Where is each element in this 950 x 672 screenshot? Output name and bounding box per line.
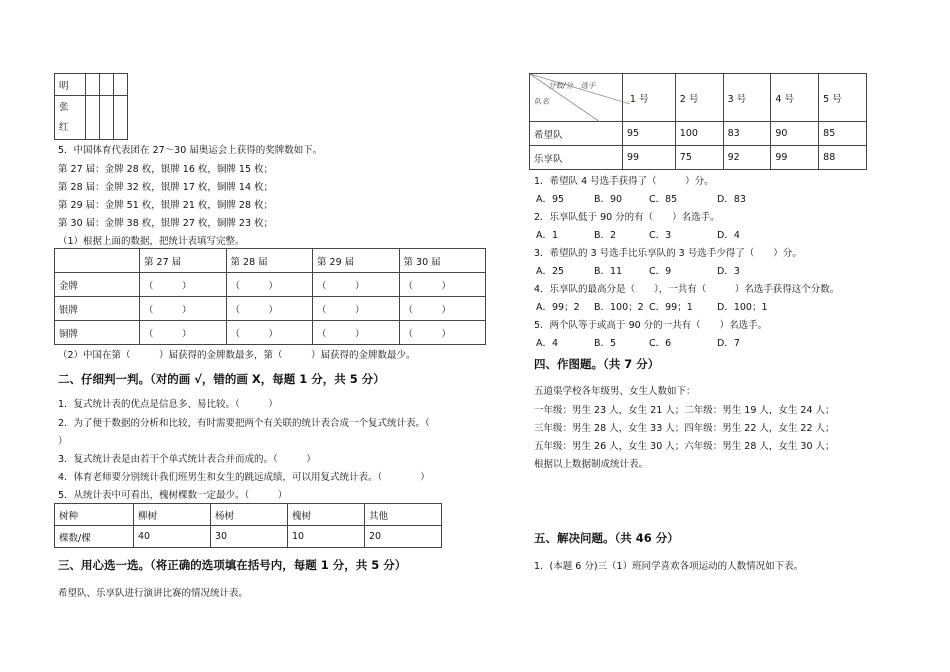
score-cell: 75 (675, 146, 723, 170)
medal-table (54, 248, 486, 345)
section-4-instruction: 根据以上数据制成统计表。 (534, 459, 649, 470)
score-cell: 88 (819, 146, 867, 170)
tree-cell: 40 (134, 526, 211, 548)
medal-line-29: 第 29 届：金牌 51 枚，银牌 21 枚，铜牌 28 枚； (58, 200, 274, 211)
score-cell: 95 (623, 122, 676, 146)
score-table-corner (530, 74, 623, 122)
player-header: 5 号 (819, 74, 867, 122)
option[interactable]: D．7 (717, 338, 740, 349)
section-5-title: 五、解决问题。（共 46 分） (534, 531, 679, 545)
option[interactable]: D．100；1 (717, 302, 768, 313)
judge-item-2: 2．为了便于数据的分析和比较，有时需要把两个有关联的统计表合成一个复式统计表。（ (58, 418, 430, 429)
tree-cell: 10 (288, 526, 365, 548)
score-cell: 99 (771, 146, 819, 170)
tree-cell: 棵数/棵 (55, 526, 134, 548)
corner-bottom-label: 队名 (534, 97, 549, 106)
tree-header: 树种 (55, 504, 134, 526)
q5-intro: 5．中国体育代表团在 27～30 届奥运会上获得的奖牌数如下。 (58, 145, 323, 156)
option[interactable]: C．3 (649, 230, 672, 241)
blank-cell[interactable]: （ ） (313, 273, 400, 297)
option[interactable]: A．25 (536, 266, 565, 277)
judge-item-2-cont: ） (58, 436, 68, 447)
medal-line-27: 第 27 届：金牌 28 枚，银牌 16 枚，铜牌 15 枚； (58, 164, 274, 175)
medal-row-label: 金牌 (55, 273, 140, 297)
section-4-title: 四、作图题。（共 7 分） (534, 357, 660, 371)
choice-q5: 5．两个队等于或高于 90 分的一共有（ ）名选手。 (534, 320, 768, 331)
section-2-title: 二、仔细判一判。（对的画 √，错的画 X，每题 1 分，共 5 分） (58, 372, 385, 386)
player-header: 4 号 (771, 74, 819, 122)
player-header: .1 号 (623, 74, 676, 122)
grade-line-2: 三年级：男生 28 人，女生 33 人；四年级：男生 22 人，女生 22 人； (534, 423, 835, 434)
score-cell: 83 (723, 122, 771, 146)
tree-header: 杨树 (211, 504, 288, 526)
name-cell-ming: 明 (55, 74, 86, 96)
tree-cell: 20 (365, 526, 442, 548)
option[interactable]: B．2 (594, 230, 617, 241)
option[interactable]: A．1 (536, 230, 559, 241)
medal-header-29: 第 29 届 (313, 249, 400, 273)
blank-cell[interactable]: （ ） (140, 321, 227, 345)
option[interactable]: D．3 (717, 266, 740, 277)
blank-cell[interactable]: （ ） (140, 273, 227, 297)
name-cell-zhanghong: 张 红 (55, 96, 86, 140)
team-name: 乐享队 (530, 146, 623, 170)
player-header: 3 号 (723, 74, 771, 122)
option[interactable]: B．90 (594, 194, 623, 205)
judge-item-3: 3．复式统计表是由若干个单式统计表合并而成的。（ ） (58, 454, 316, 465)
blank-cell[interactable]: （ ） (313, 321, 400, 345)
q5-part1: （1）根据上面的数据，把统计表填写完整。 (58, 236, 245, 247)
q5-part2: （2）中国在第（ ）届获得的金牌数最多，第（ ）届获得的金牌数最少。 (58, 350, 416, 361)
option[interactable]: C．99；1 (649, 302, 693, 313)
medal-header-empty (55, 249, 140, 273)
blank-cell[interactable]: （ ） (399, 297, 486, 321)
blank-cell[interactable]: （ ） (140, 297, 227, 321)
option[interactable]: A．4 (536, 338, 559, 349)
section-4-intro: 五道渠学校各年级男、女生人数如下： (534, 386, 696, 397)
name-table (54, 73, 128, 140)
option[interactable]: B．100；2 (594, 302, 644, 313)
blank-cell[interactable]: （ ） (313, 297, 400, 321)
option[interactable]: B．11 (594, 266, 623, 277)
option[interactable]: D．83 (717, 194, 746, 205)
blank-cell[interactable]: （ ） (399, 273, 486, 297)
grade-line-3: 五年级：男生 26 人，女生 30 人；六年级：男生 28 人，女生 30 人； (534, 441, 835, 452)
medal-header-30: 第 30 届 (399, 249, 486, 273)
player-header: 2 号 (675, 74, 723, 122)
score-cell: 100 (675, 122, 723, 146)
blank-cell[interactable]: （ ） (226, 321, 313, 345)
option[interactable]: D．4 (717, 230, 740, 241)
section-3-intro: 希望队、乐享队进行演讲比赛的情况统计表。 (58, 588, 249, 599)
section-5-q1: 1．(本题 6 分)三（1）班同学喜欢各项运动的人数情况如下表。 (534, 561, 804, 572)
team-name: 希望队 (530, 122, 623, 146)
score-cell: 92 (723, 146, 771, 170)
score-cell: 99 (623, 146, 676, 170)
option[interactable]: A．95 (536, 194, 565, 205)
judge-item-4: 4．体育老师要分别统计我们班男生和女生的跳远成绩，可以用复式统计表。（ ） (58, 472, 430, 483)
medal-line-30: 第 30 届：金牌 38 枚，银牌 27 枚，铜牌 23 枚； (58, 218, 274, 229)
tree-header: 柳树 (134, 504, 211, 526)
choice-q4: 4．乐享队的最高分是（ ），一共有（ ）名选手获得这个分数。 (534, 284, 840, 295)
tree-table (54, 503, 442, 548)
option[interactable]: C．85 (649, 194, 678, 205)
option[interactable]: C．6 (649, 338, 672, 349)
blank-cell[interactable]: （ ） (226, 297, 313, 321)
medal-line-28: 第 28 届：金牌 32 枚，银牌 17 枚，铜牌 14 枚； (58, 182, 274, 193)
choice-q2: 2．乐享队低于 90 分的有（ ）名选手。 (534, 212, 720, 223)
tree-header: 其他 (365, 504, 442, 526)
blank-cell[interactable]: （ ） (226, 273, 313, 297)
corner-top-label: 分数/分 选手 (548, 81, 596, 90)
score-cell: 85 (819, 122, 867, 146)
option[interactable]: B．5 (594, 338, 617, 349)
blank-cell[interactable]: （ ） (399, 321, 486, 345)
medal-row-label: 银牌 (55, 297, 140, 321)
medal-header-28: 第 28 届 (226, 249, 313, 273)
option[interactable]: C．9 (649, 266, 672, 277)
score-cell: 90 (771, 122, 819, 146)
choice-q1: 1．希望队 4 号选手获得了（ ）分。 (534, 176, 714, 187)
medal-header-27: 第 27 届 (140, 249, 227, 273)
tree-cell: 30 (211, 526, 288, 548)
tree-header: 槐树 (288, 504, 365, 526)
option[interactable]: A．99；2 (536, 302, 580, 313)
score-table (529, 73, 867, 170)
judge-item-1: 1．复式统计表的优点是信息多、易比较。（ ） (58, 399, 278, 410)
grade-line-1: 一年级：男生 23 人，女生 21 人；二年级：男生 19 人，女生 24 人； (534, 405, 835, 416)
medal-row-label: 铜牌 (55, 321, 140, 345)
section-3-title: 三、用心选一选。（将正确的选项填在括号内，每题 1 分，共 5 分） (58, 558, 407, 572)
judge-item-5: 5．从统计表中可看出，槐树棵数一定最少。（ ） (58, 490, 288, 501)
choice-q3: 3．希望队的 3 号选手比乐享队的 3 号选手少得了（ ）分。 (534, 248, 802, 259)
